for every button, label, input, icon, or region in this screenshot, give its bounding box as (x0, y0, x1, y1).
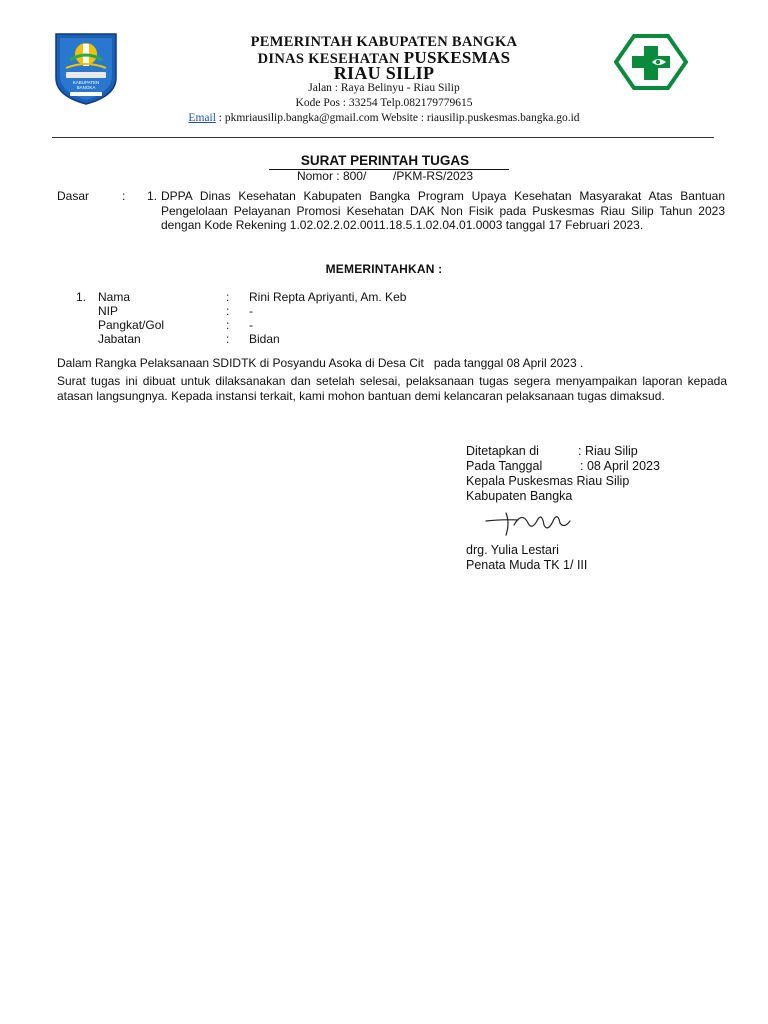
puskesmas-logo (614, 34, 688, 90)
sig-date-label: Pada Tanggal (466, 459, 543, 473)
field-label-nama: Nama (98, 290, 131, 304)
dasar-label: Dasar (57, 189, 90, 203)
field-label-jabatan: Jabatan (98, 332, 141, 346)
sig-date-value: : 08 April 2023 (580, 459, 660, 473)
field-value-jabatan: Bidan (249, 332, 280, 346)
sig-region: Kabupaten Bangka (466, 489, 573, 503)
field-label-pangkat: Pangkat/Gol (98, 318, 165, 332)
letterhead-government: PEMERINTAH KABUPATEN BANGKA (250, 34, 518, 50)
sig-position: Kepala Puskesmas Riau Silip (466, 474, 630, 488)
sig-place-value: : Riau Silip (578, 444, 638, 458)
field-value-nip: - (249, 304, 253, 318)
letterhead-department-big: PUSKESMAS (403, 48, 511, 67)
logo-text-kabupaten: KABUPATEN (72, 80, 100, 85)
assignee-number: 1. (76, 290, 87, 304)
field-label-nip: NIP (98, 304, 119, 318)
letterhead-postal: Kode Pos : 33254 Telp.082179779615 (295, 97, 473, 109)
field-colon: : (226, 332, 230, 346)
email-link[interactable]: Email (188, 112, 216, 124)
command-heading: MEMERINTAHKAN : (325, 262, 443, 276)
letterhead-institution: RIAU SILIP (333, 63, 435, 83)
letterhead-divider (52, 137, 714, 138)
handwritten-signature-icon (484, 505, 574, 539)
contact-details: : pkmriausilip.bangka@gmail.com Website : riausilip.puskesmas.bangka.go.id (215, 112, 580, 124)
field-colon: : (226, 304, 230, 318)
field-colon: : (226, 290, 230, 304)
letterhead-contact (120, 112, 648, 124)
puskesmas-cross-emblem-icon (614, 34, 688, 90)
dasar-colon: : (122, 189, 126, 203)
logo-text-bangka: BANGKA (76, 85, 96, 90)
field-colon: : (226, 318, 230, 332)
field-value-nama: Rini Repta Apriyanti, Am. Keb (249, 290, 407, 304)
sig-rank: Penata Muda TK 1/ III (466, 558, 588, 572)
sig-place-label: Ditetapkan di (466, 444, 539, 458)
assignment-purpose: Dalam Rangka Pelaksanaan SDIDTK di Posyandu Asoka di Desa Cit pada tanggal 08 April 2023 . (57, 356, 584, 370)
field-value-pangkat: - (249, 318, 253, 332)
document-number: Nomor : 800/ /PKM-RS/2023 (296, 169, 474, 183)
assignment-instructions: Surat tugas ini dibuat untuk dilaksanakan dan setelah selesai, pelaksanaan tugas segera menyampaikan laporan kepada atasan langsungnya. Kepada instansi terkait, kami mohon bantuan demi kelancaran pelaksanaan tugas dimaksud. (57, 374, 727, 403)
dasar-item-number: 1. (147, 189, 158, 203)
letterhead-department-small: DINAS KESEHATAN (257, 51, 404, 67)
dasar-item-text: DPPA Dinas Kesehatan Kabupaten Bangka Program Upaya Kesehatan Masyarakat Atas Bantuan Pengelolaan Pelayanan Promosi Kesehatan DAK Non Fisik pada Puskesmas Riau Silip Tahun 2023 dengan Kode Rekening 1.02.02.2.02.0011.18.5.1.02.04.01.0003 tanggal 17 Februari 2023. (161, 189, 725, 232)
sig-name: drg. Yulia Lestari (466, 543, 559, 557)
document-title: SURAT PERINTAH TUGAS (300, 153, 470, 168)
letterhead-address: Jalan : Raya Belinyu - Riau Silip (308, 82, 460, 94)
bangka-regency-logo (52, 30, 120, 106)
bangka-regency-emblem-icon (52, 30, 120, 106)
